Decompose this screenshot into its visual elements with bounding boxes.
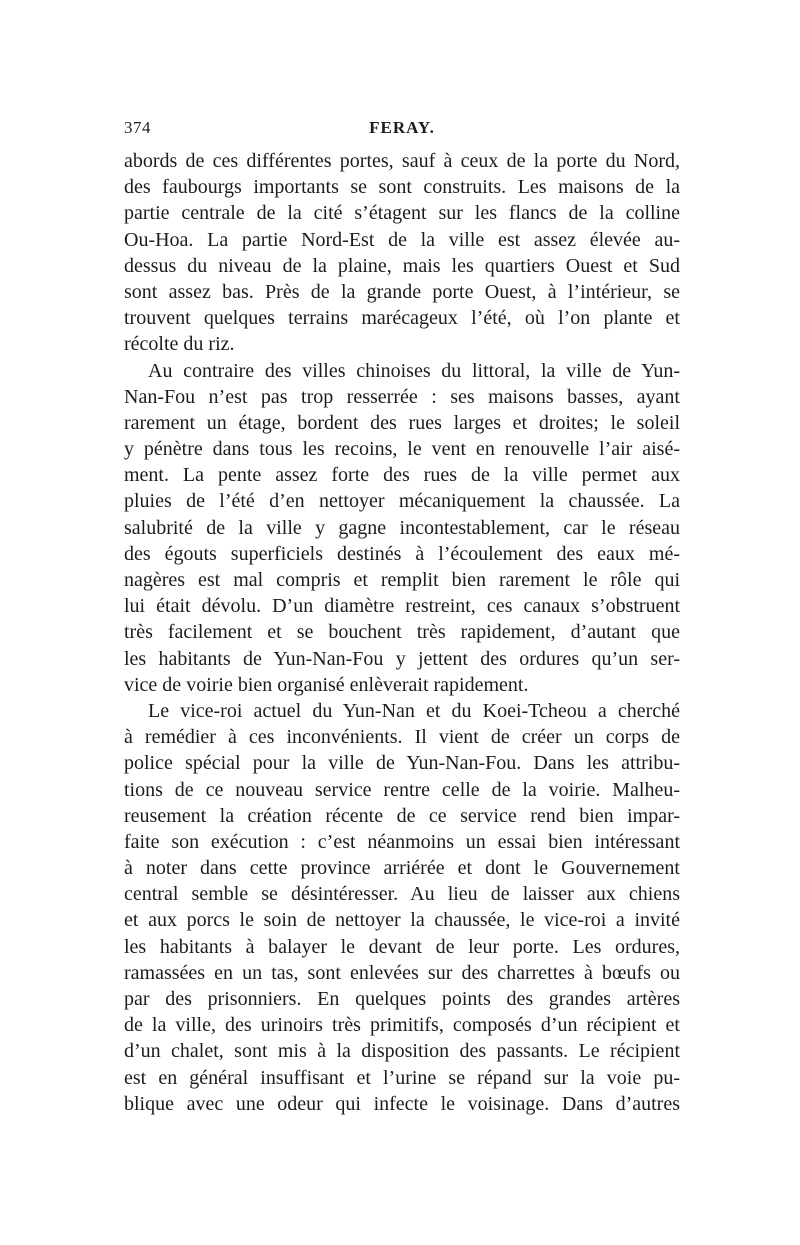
text-line: abords de ces différentes portes, sauf à ceux de la porte du Nord, — [124, 150, 680, 172]
text-line: des faubourgs importants se sont construits. Les maisons de la — [124, 176, 680, 199]
body-text — [124, 148, 680, 1117]
text-line: rarement un étage, bordent des rues larges et droites; le soleil — [124, 411, 680, 434]
text-line: de la ville, des urinoirs très primitifs, composés d’un récipient et — [124, 1014, 680, 1037]
text-line: y pénètre dans tous les recoins, le vent en renouvelle l’air aisé- — [124, 438, 680, 461]
text-line: ramassées en un tas, sont enlevées sur des charrettes à bœufs ou — [124, 961, 680, 984]
page-number: 374 — [124, 118, 151, 137]
text-line: salubrité de la ville y gagne incontestablement, car le réseau — [124, 516, 680, 539]
text-line: pluies de l’été d’en nettoyer mécaniquement la chaussée. La — [124, 490, 680, 513]
text-line: les habitants à balayer le devant de leur porte. Les ordures, — [124, 935, 680, 958]
text-line: est en général insuffisant et l’urine se répand sur la voie pu- — [124, 1066, 680, 1089]
text-line: nagères est mal compris et remplit bien rarement le rôle qui — [124, 569, 680, 591]
text-line: dessus du niveau de la plaine, mais les quartiers Ouest et Sud — [124, 254, 680, 277]
text-line: tions de ce nouveau service rentre celle de la voirie. Malheu- — [124, 778, 680, 801]
text-line: reusement la création récente de ce service rend bien impar- — [124, 804, 680, 827]
text-line: à remédier à ces inconvénients. Il vient de créer un corps de — [124, 726, 680, 749]
text-line: à noter dans cette province arriérée et dont le Gouvernement — [124, 857, 680, 880]
text-line: police spécial pour la ville de Yun-Nan-Fou. Dans les attribu- — [124, 752, 680, 775]
text-line: Au contraire des villes chinoises du littoral, la ville de Yun- — [148, 359, 680, 382]
text-line: très facilement et se bouchent très rapidement, d’autant que — [124, 621, 680, 644]
paragraph — [124, 698, 680, 1117]
text-line: Nan-Fou n’est pas trop resserrée : ses maisons basses, ayant — [124, 385, 680, 408]
text-line: par des prisonniers. En quelques points des grandes artères — [124, 988, 680, 1010]
text-line: sont assez bas. Près de la grande porte Ouest, à l’intérieur, se — [124, 280, 680, 303]
text-line: trouvent quelques terrains marécageux l’été, où l’on plante et — [124, 307, 680, 330]
text-line: récolte du riz. — [124, 333, 235, 356]
paragraph — [124, 358, 680, 698]
paragraph — [124, 148, 680, 358]
text-line: central semble se désintéresser. Au lieu de laisser aux chiens — [124, 883, 680, 906]
text-line: faite son exécution : c’est néanmoins un essai bien intéressant — [124, 830, 680, 853]
text-line: et aux porcs le soin de nettoyer la chaussée, le vice-roi a invité — [124, 909, 680, 932]
text-line: Le vice-roi actuel du Yun-Nan et du Koei-Tcheou a cherché — [148, 699, 680, 722]
text-line: ment. La pente assez forte des rues de la ville permet aux — [124, 464, 680, 487]
text-line: partie centrale de la cité s’étagent sur les flancs de la colline — [124, 202, 680, 225]
text-line: lui était dévolu. D’un diamètre restreint, ces canaux s’obstruent — [124, 595, 680, 618]
text-line: vice de voirie bien organisé enlèverait rapidement. — [124, 673, 529, 696]
text-line: des égouts superficiels destinés à l’écoulement des eaux mé- — [124, 542, 680, 565]
text-line: les habitants de Yun-Nan-Fou y jettent des ordures qu’un ser- — [124, 647, 680, 670]
page-header — [124, 118, 680, 140]
running-title: FERAY. — [369, 118, 435, 137]
text-line: d’un chalet, sont mis à la disposition des passants. Le récipient — [124, 1040, 680, 1063]
text-line: Ou-Hoa. La partie Nord-Est de la ville est assez élevée au- — [124, 228, 680, 251]
text-line: blique avec une odeur qui infecte le voisinage. Dans d’autres — [124, 1092, 680, 1115]
